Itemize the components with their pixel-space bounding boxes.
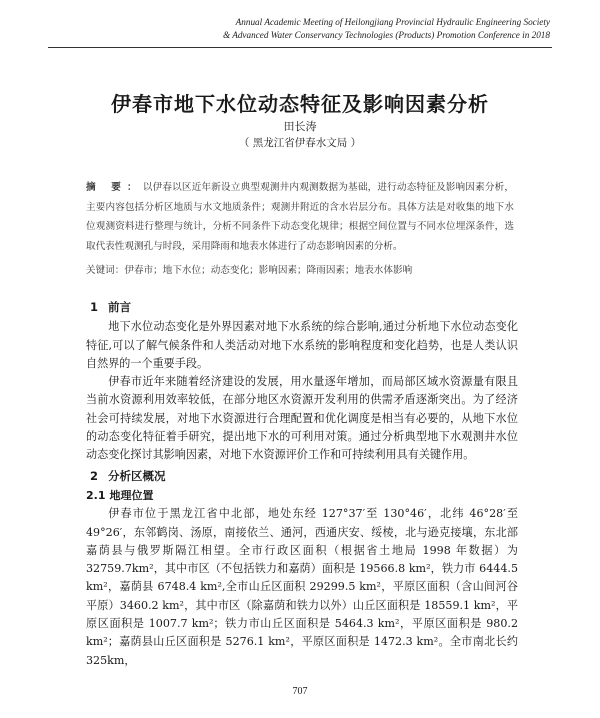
- abstract: [86, 178, 514, 256]
- keywords-text: 伊春市；地下水位；动态变化；影响因素；降雨因素；地表水体影响: [124, 265, 413, 276]
- body-text: [86, 296, 518, 670]
- paragraph: 伊春市近年来随着经济建设的发展，用水量逐年增加，而局部区域水资源量有限且当前水资源利用效率较低，在部分地区水资源开发利用的供需矛盾逐渐突出。为了经济社会可持续发展，对地下水资源进行合理配置和优化调度是相当有必要的，从地下水位的动态变化特征着手研究，提出地下水的可利用对策。通过分析典型地下水观测井水位动态变化探讨其影响因素，对地下水资源评价工作和可持续利用具有关键作用。: [86, 375, 518, 462]
- paragraph: 地下水位动态变化是外界因素对地下水系统的综合影响,通过分析地下水位动态变化特征,可以了解气候条件和人类活动对地下水系统的影响程度和变化趋势，也是人类认识自然界的一个重要手段。: [86, 320, 518, 370]
- section-title: 分析区概况: [108, 468, 166, 483]
- header-line-2: & Advanced Water Conservancy Technologies (Products) Promotion Conference in 2018: [222, 30, 550, 40]
- page-number: 707: [292, 686, 308, 697]
- subsection-heading-2-1: [86, 487, 518, 505]
- abstract-label: 摘 要：: [86, 182, 143, 193]
- header-rule: [48, 47, 552, 48]
- subsection-number: 2.1: [86, 488, 106, 502]
- keywords: [86, 261, 514, 280]
- section-title: 前言: [108, 300, 132, 314]
- abstract-text: 以伊春以区近年新设立典型观测井内观测数据为基础，进行动态特征及影响因素分析，主要内容包括分析区地质与水文地质条件；观测井附近的含水岩层分布。具体方法是对收集的地下水位观测资料进行整理与统计，分析不同条件下动态变化规律；根据空间位置与不同水位埋深条件，选取代表性观测孔与时段，采用降雨和地表水体进行了动态影响因素的分析。: [86, 182, 515, 252]
- keywords-label: 关键词：: [86, 265, 125, 276]
- subsection-title: 地理位置: [109, 488, 154, 502]
- author-name: 田长涛: [283, 120, 317, 133]
- paper-title: 伊春市地下水位动态特征及影响因素分析: [111, 92, 489, 116]
- section-heading-1: [86, 298, 518, 316]
- header-line-1: Annual Academic Meeting of Heilongjiang Provincial Hydraulic Engineering Society: [235, 17, 550, 27]
- running-header: [80, 16, 550, 42]
- section-heading-2: [86, 467, 518, 485]
- author-affiliation: （ 黑龙江省伊春水文局 ）: [238, 137, 362, 149]
- section-number: 2: [90, 468, 99, 483]
- section-number: 1: [90, 300, 99, 314]
- paragraph: 伊春市位于黑龙江省中北部，地处东经 127°37′至 130°46′，北纬 46°28′至 49°26′，东邻鹤岗、汤原，南接依兰、通河，西通庆安、绥棱，北与逊克接壤，东北部嘉荫县与俄罗斯隔江相望。全市行政区面积（根据省土地局 1998 年数据）为 32759.7km²，其中市区（不包括铁力和嘉荫）面积是 19566.8 km²，铁力市 6444.5 km²，嘉荫县 6748.4 km²,全市山丘区面积 29299.5 km²，平原区面积（含山间河谷平原）3460.2 km²，其中市区（除嘉荫和铁力以外）山丘区面积是 18559.1 km²，平原区面积是 1007.7 km²；铁力市山丘区面积是 5464.3 km²，平原区面积是 980.2 km²；嘉荫县山丘区面积是 5276.1 km²，平原区面积是 1472.3 km²。全市南北长约 325km，: [86, 507, 518, 667]
